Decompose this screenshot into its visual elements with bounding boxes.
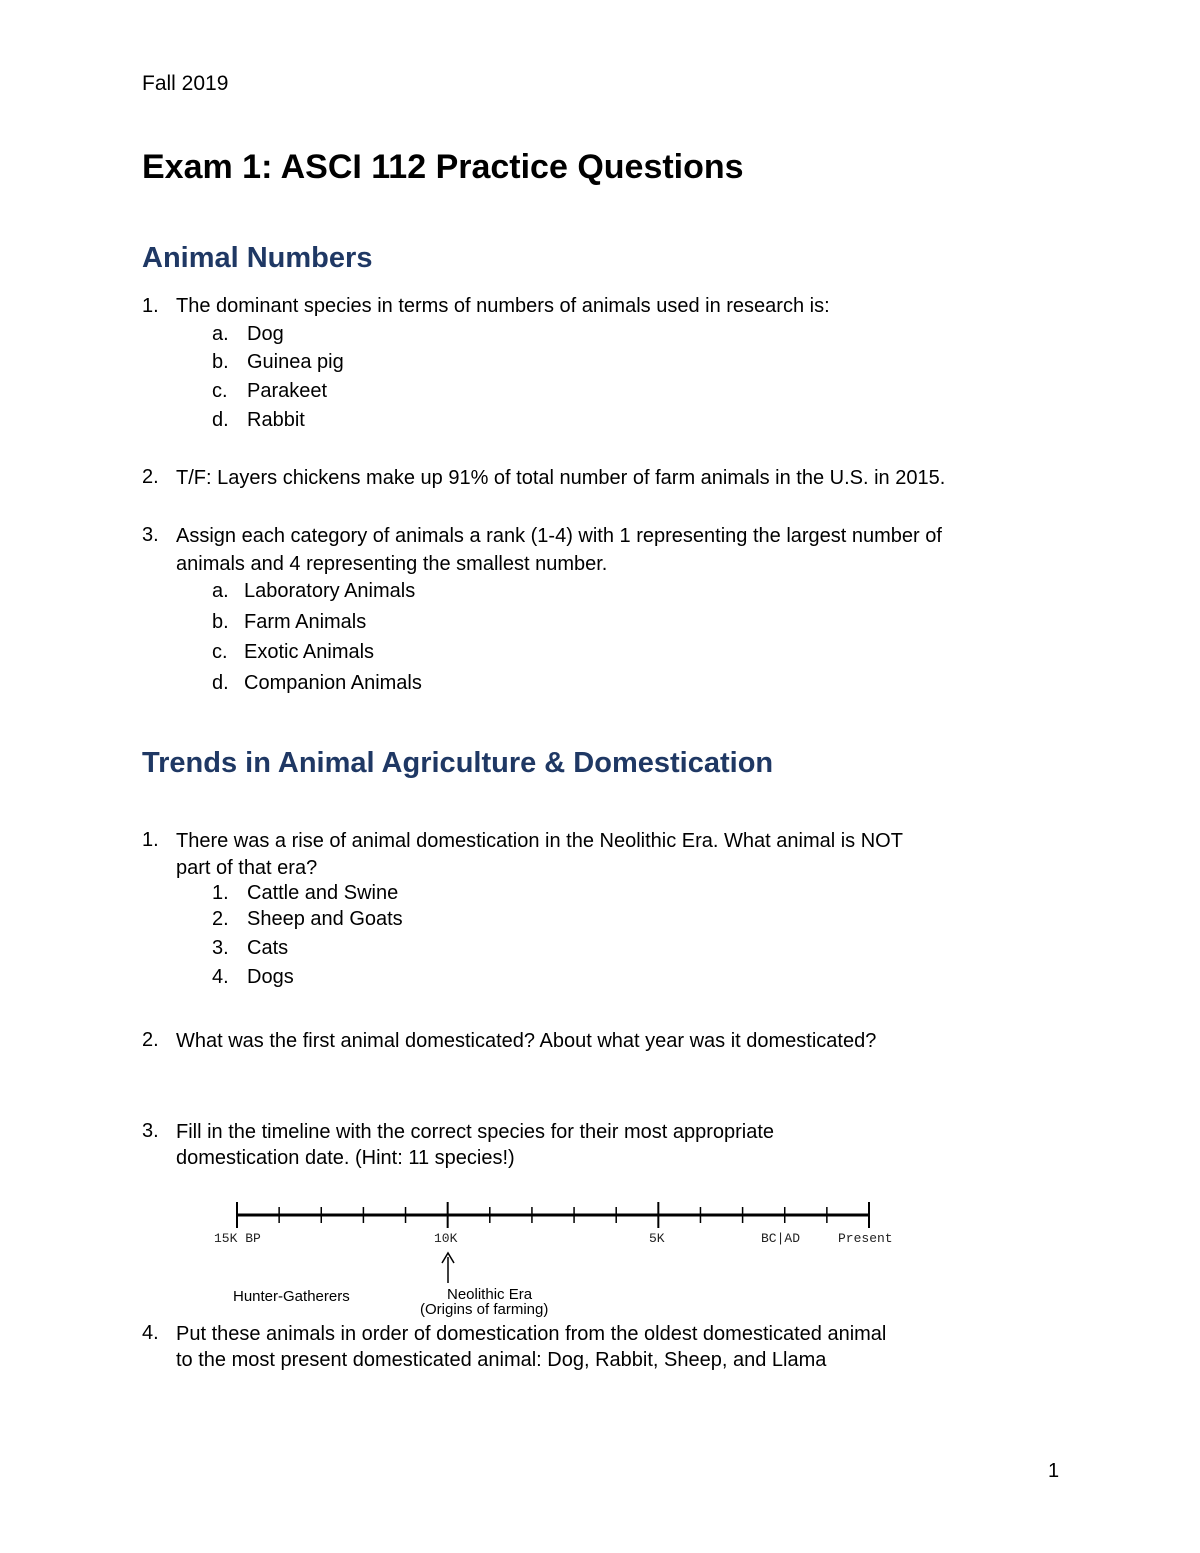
tick-label-15k-bp: 15K BP — [214, 1231, 261, 1246]
page-header-term: Fall 2019 — [142, 72, 229, 95]
question-number: 4. — [142, 1322, 159, 1344]
question-text: Assign each category of animals a rank (1-4) with 1 representing the largest number of — [176, 525, 942, 547]
question-number: 2. — [142, 466, 159, 488]
tick-label-bc-ad: BC|AD — [761, 1231, 801, 1246]
question-number: 3. — [142, 1120, 159, 1142]
question-text: What was the first animal domesticated? About what year was it domesticated? — [176, 1030, 877, 1052]
question-number: 1. — [142, 295, 159, 317]
option-label: a. — [212, 580, 229, 602]
tick-label-present: Present — [838, 1231, 893, 1246]
annotation-origins-of-farming: (Origins of farming) — [420, 1301, 549, 1318]
annotation-neolithic-era: Neolithic Era — [447, 1286, 533, 1303]
section-heading-animal-numbers: Animal Numbers — [142, 242, 373, 274]
option-label: b. — [212, 351, 229, 373]
document-title: Exam 1: ASCI 112 Practice Questions — [142, 148, 744, 186]
option-label: 3. — [212, 937, 229, 959]
option-text: Sheep and Goats — [247, 908, 403, 930]
option-text: Rabbit — [247, 409, 305, 431]
question-number: 3. — [142, 524, 159, 546]
tick-label-5k: 5K — [649, 1231, 665, 1246]
option-text: Cats — [247, 937, 289, 959]
question-text: Put these animals in order of domestication from the oldest domesticated animal — [176, 1323, 887, 1345]
option-label: 1. — [212, 882, 229, 904]
option-label: a. — [212, 323, 229, 345]
tick-label-10k: 10K — [434, 1231, 458, 1246]
option-text: Guinea pig — [247, 351, 344, 373]
option-text: Exotic Animals — [244, 641, 375, 663]
question-text: part of that era? — [176, 857, 318, 879]
option-text: Parakeet — [247, 380, 328, 402]
page-number: 1 — [1048, 1460, 1060, 1482]
question-text: to the most present domesticated animal: Dog, Rabbit, Sheep, and Llama — [176, 1349, 827, 1371]
question-number: 2. — [142, 1029, 159, 1051]
question-text: T/F: Layers chickens make up 91% of total number of farm animals in the U.S. in 2015. — [176, 467, 946, 489]
option-text: Dogs — [247, 966, 294, 988]
option-label: 4. — [212, 966, 229, 988]
annotation-hunter-gatherers: Hunter-Gatherers — [233, 1288, 350, 1305]
option-label: b. — [212, 611, 229, 633]
question-text: domestication date. (Hint: 11 species!) — [176, 1147, 515, 1169]
option-label: 2. — [212, 908, 229, 930]
option-text: Companion Animals — [244, 672, 422, 694]
question-text: Fill in the timeline with the correct species for their most appropriate — [176, 1121, 775, 1143]
section-heading-trends: Trends in Animal Agriculture & Domestication — [142, 747, 774, 779]
option-label: c. — [212, 641, 228, 663]
option-text: Laboratory Animals — [244, 580, 416, 602]
question-text: animals and 4 representing the smallest number. — [176, 553, 608, 575]
option-label: d. — [212, 672, 229, 694]
option-label: c. — [212, 380, 228, 402]
option-text: Dog — [247, 323, 284, 345]
question-number: 1. — [142, 829, 159, 851]
option-label: d. — [212, 409, 229, 431]
option-text: Farm Animals — [244, 611, 367, 633]
question-text: The dominant species in terms of numbers of animals used in research is: — [176, 295, 830, 317]
question-text: There was a rise of animal domestication in the Neolithic Era. What animal is NOT — [176, 830, 903, 852]
option-text: Cattle and Swine — [247, 882, 399, 904]
